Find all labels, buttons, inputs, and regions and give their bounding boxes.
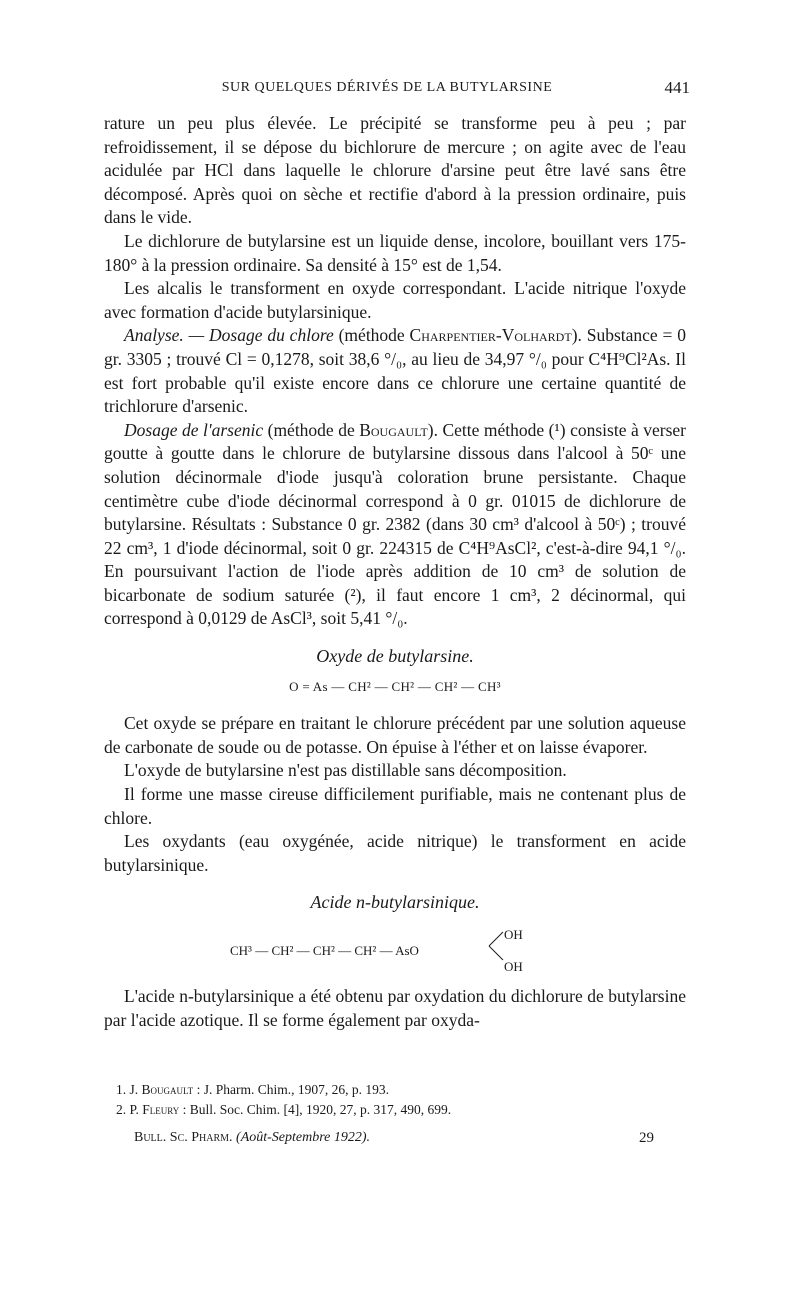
footnote-2-number: 2.	[116, 1102, 127, 1117]
formula-branch-lines	[487, 929, 505, 963]
body-text	[104, 112, 686, 1032]
dosage-author: Bougault	[359, 419, 428, 440]
analyse-method: (méthode	[338, 325, 410, 346]
bulletin-date: (Août-Septembre 1922).	[236, 1130, 371, 1145]
section-title-acide	[104, 891, 686, 915]
footnote-1-author: J. Bougault	[129, 1082, 194, 1097]
footnote-1-ref: : J. Pharm. Chim., 1907, 26, p. 193.	[193, 1082, 389, 1097]
acide-title-prefix: Acide	[310, 892, 356, 913]
paragraph-7: L'oxyde de butylarsine n'est pas distillable sans décomposition.	[124, 760, 567, 781]
footnote-1	[116, 1080, 686, 1100]
bulletin-journal: Bull. Sc. Pharm.	[134, 1130, 233, 1145]
paragraph-dosage	[104, 419, 686, 631]
paragraph-2: Le dichlorure de butylarsine est un liquide dense, incolore, bouillant vers 175-180° à la pression ordinaire. Sa densité à 15° est de 1,54.	[104, 230, 686, 275]
signature-number: 29	[639, 1130, 654, 1146]
paragraph-1: rature un peu plus élevée. Le précipité se transforme peu à peu ; par refroidissement, il se dépose du bichlorure de mercure ; on agite avec de l'eau acidulée par HCl dans laquelle le chlorure d'arsine peut être lavé sans être décomposé. Après quoi on sèche et rectifie d'abord à la pression ordinaire, puis dans le vide.	[104, 113, 686, 228]
formula-oh-bottom: OH	[504, 959, 523, 974]
formula-acide-chain: CH³ — CH² — CH² — CH² — AsO	[230, 943, 419, 958]
paragraph-10: L'acide n-butylarsinique a été obtenu par oxydation du dichlorure de butylarsine par l'acide azotique. Il se forme également par oxyda-	[104, 986, 686, 1030]
dosage-method: (méthode de	[263, 419, 360, 440]
running-title: SUR QUELQUES DÉRIVÉS DE LA BUTYLARSINE	[221, 80, 553, 95]
analyse-rest: ). Substance = 0 gr. 3305 ; trouvé Cl = 0,1278, soit 38,6 °/₀, au lieu de 34,97 °/₀ pour C⁴H⁹Cl²As. Il est fort probable qu'il existe encore dans ce chlorure une certaine quantité de trichlorure d'arsenic.	[104, 325, 687, 417]
formula-oh-top: OH	[504, 927, 523, 942]
bulletin-line	[134, 1130, 654, 1146]
formula-acide	[104, 921, 686, 973]
paragraph-9: Les oxydants (eau oxygénée, acide nitrique) le transforment en acide butylarsinique.	[104, 831, 686, 875]
analyse-label: Analyse. — Dosage du chlore	[124, 325, 334, 346]
section-title-oxyde: Oxyde de butylarsine.	[316, 646, 474, 667]
footnote-2-author: P. Fleury	[129, 1102, 180, 1117]
paragraph-8: Il forme une masse cireuse difficilement purifiable, mais ne contenant plus de chlore.	[104, 784, 686, 828]
dosage-rest: ). Cette méthode (¹) consiste à verser goutte à goutte dans le chlorure de butylarsine dissous dans l'alcool à 50ᶜ une solution décinormale d'iode jusqu'à coloration brune persistante. Chaque centimètre cube d'iode décinormal correspond à 0 gr. 01015 de dichlorure de butylarsine. Résultats : Substance 0 gr. 2382 (dans 30 cm³ d'alcool à 50ᶜ) ; trouvé 22 cm³, 1 d'iode décinormal, soit 0 gr. 224315 de C⁴H⁹AsCl², c'est-à-dire 94,1 °/₀. En poursuivant l'action de l'iode après addition de 10 cm³ de solution de bicarbonate de sodium saturée (²), il faut encore 1 cm³, 2 décinormal, qui correspond à 0,0129 de AsCl³, soit 5,41 °/₀.	[104, 419, 686, 629]
footnote-2-ref: : Bull. Soc. Chim. [4], 1920, 27, p. 317, 490, 699.	[179, 1102, 452, 1117]
formula-oxyde: O = As — CH² — CH² — CH² — CH³	[289, 678, 501, 694]
paragraph-3: Les alcalis le transforment en oxyde correspondant. L'acide nitrique l'oxyde avec formation d'acide butylarsinique.	[104, 278, 686, 322]
dosage-label: Dosage de l'arsenic	[124, 419, 264, 440]
footnote-1-number: 1.	[116, 1082, 127, 1097]
page-header	[84, 78, 690, 102]
paragraph-6: Cet oxyde se prépare en traitant le chlorure précédent par une solution aqueuse de carbonate de soude ou de potasse. On épuise à l'éther et on laisse évaporer.	[104, 713, 686, 757]
footnote-2	[116, 1100, 686, 1120]
analyse-author: Charpentier-Volhardt	[409, 325, 572, 346]
paragraph-analyse	[104, 324, 686, 418]
page-number: 441	[664, 78, 690, 97]
acide-title-rest: n-butylarsinique.	[355, 892, 480, 913]
footnotes	[104, 1080, 686, 1120]
